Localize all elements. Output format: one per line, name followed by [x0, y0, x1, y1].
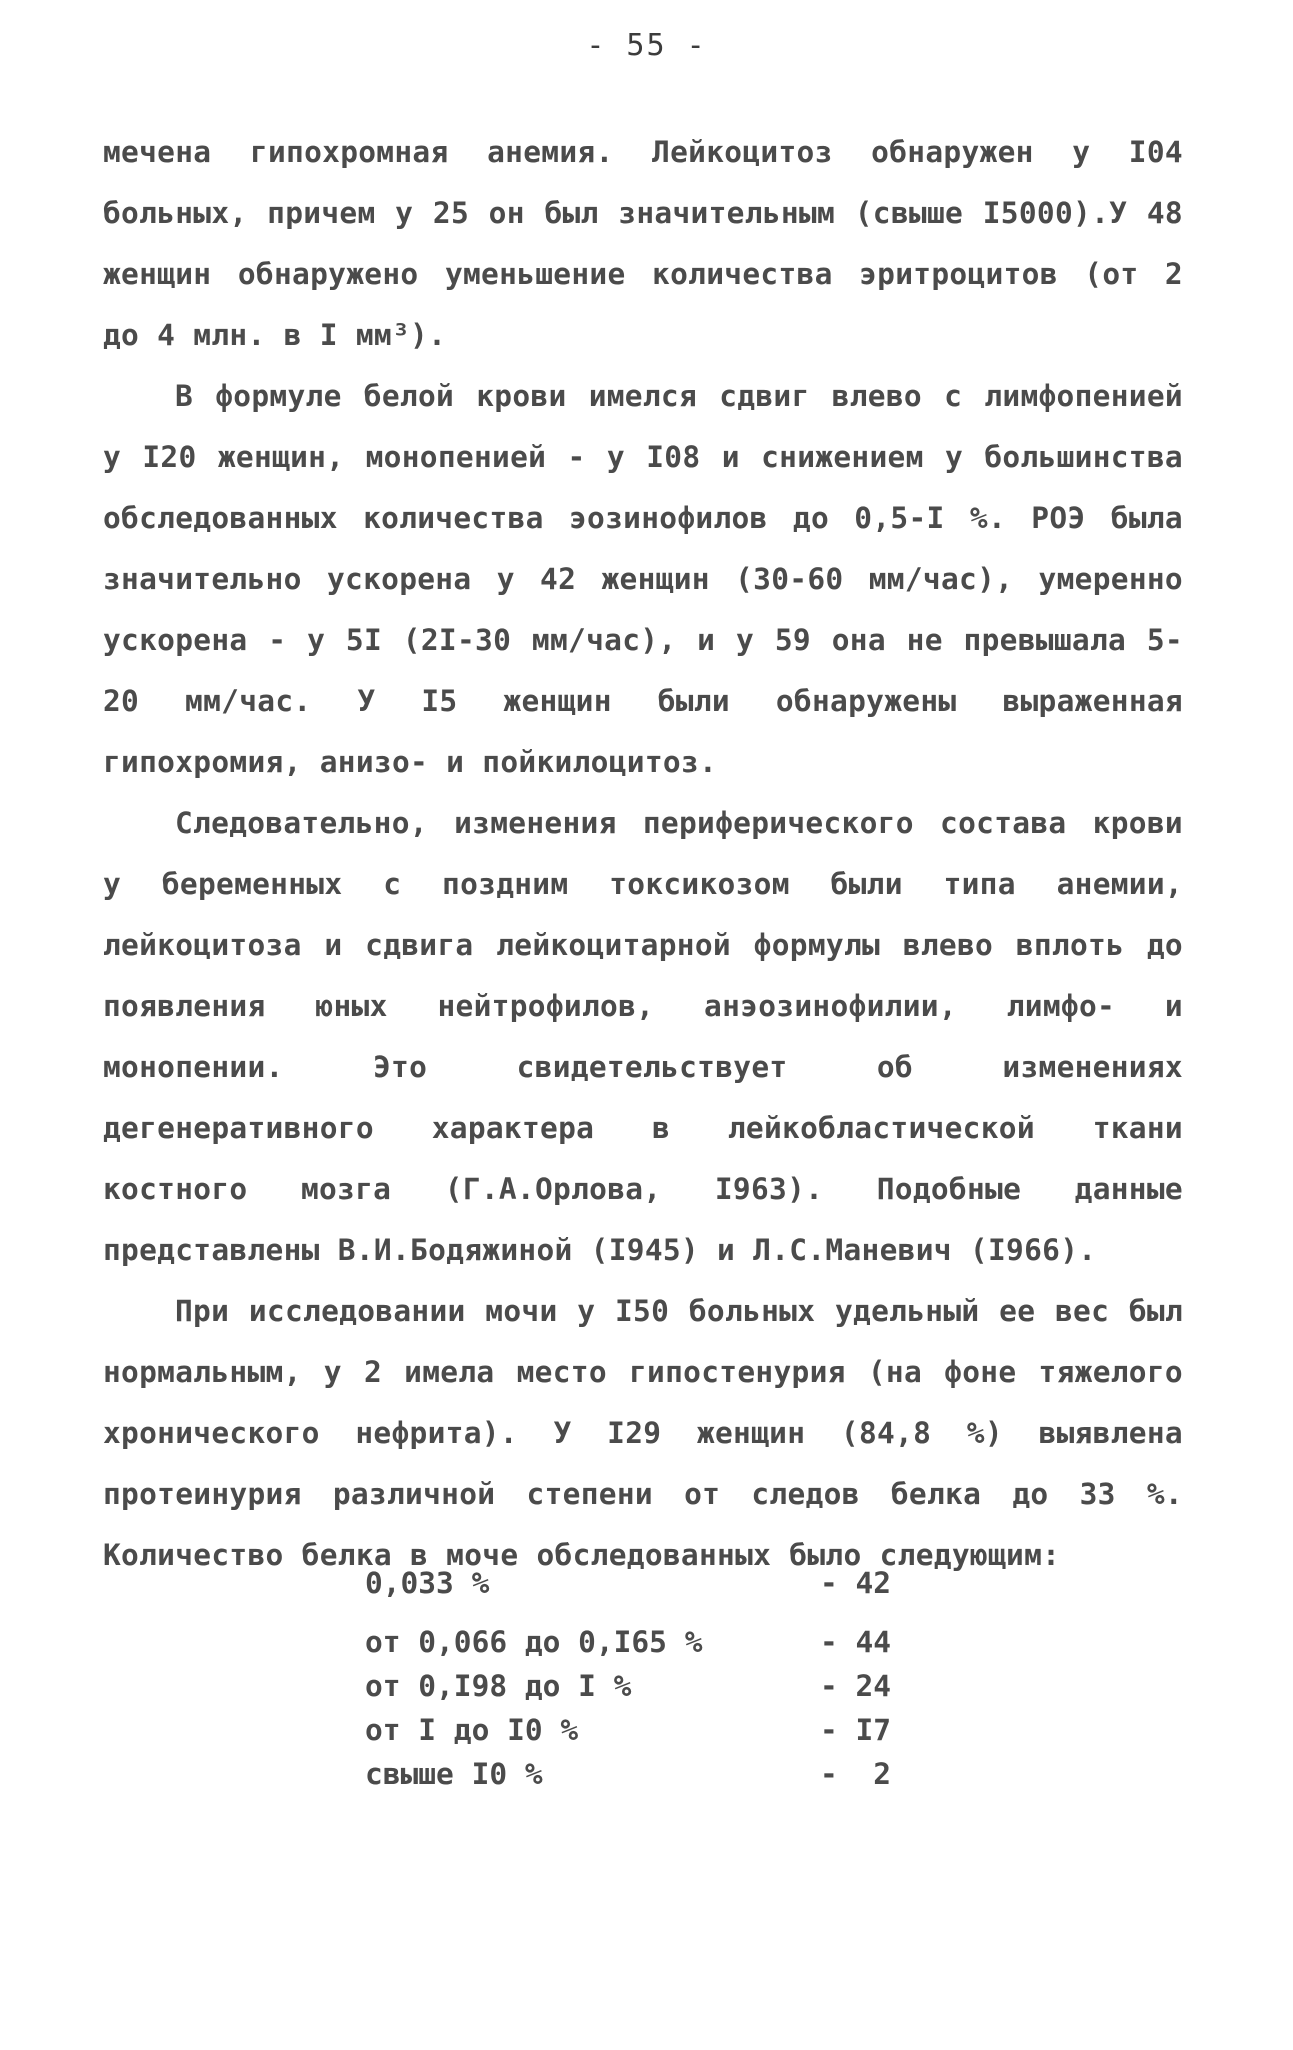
protein-range: свыше I0 %	[365, 1757, 543, 1791]
paragraph-anemia-continuation: мечена гипохромная анемия. Лейкоцитоз обнаружен у I04 больных, причем у 25 он был значительным (свыше I5000).У 48 женщин обнаружено уменьшение количества эритроцитов (от 2 до 4 млн. в I мм³).	[103, 135, 1183, 352]
patient-count: - 2	[820, 1757, 892, 1791]
table-row	[365, 1708, 925, 1752]
patient-count: - 24	[820, 1669, 892, 1703]
protein-range: от 0,I98 до I %	[365, 1669, 632, 1703]
protein-range: от I до I0 %	[365, 1713, 579, 1747]
table-row	[365, 1752, 925, 1796]
paragraph-conclusion: Следовательно, изменения периферического состава крови у беременных с поздним токсикозом были типа анемии, лейкоцитоза и сдвига лейкоцитарной формулы влево вплоть до появления юных нейтрофилов, анэозинофилии, лимфо- и монопении. Это свидетельствует об изменениях дегенеративного характера в лейкобластической ткани костного мозга (Г.А.Орлова, I963). Подобные данные представлены В.И.Бодяжиной (I945) и Л.С.Маневич (I966).	[103, 806, 1183, 1267]
body-text	[103, 122, 1183, 1586]
table-row	[365, 1558, 925, 1620]
patient-count: - I7	[820, 1713, 892, 1747]
paragraph-urine-study: При исследовании мочи у I50 больных удельный ее вес был нормальным, у 2 имела место гипостенурия (на фоне тяжелого хронического нефрита). У I29 женщин (84,8 %) выявлена протеинурия различной степени от следов белка до 33 %. Количество белка в моче обследованных было следующим:	[103, 1294, 1183, 1572]
protein-range: от 0,066 до 0,I65 %	[365, 1625, 703, 1659]
table-row	[365, 1620, 925, 1664]
paragraph-white-blood-formula: В формуле белой крови имелся сдвиг влево с лимфопенией у I20 женщин, монопенией - у I08 и снижением у большинства обследованных количества эозинофилов до 0,5-I %. РОЭ была значительно ускорена у 42 женщин (30-60 мм/час), умеренно ускорена - у 5I (2I-30 мм/час), и у 59 она не превышала 5-20 мм/час. У I5 женщин были обнаружены выраженная гипохромия, анизо- и пойкилоцитоз.	[103, 379, 1183, 779]
patient-count: - 42	[820, 1566, 892, 1600]
patient-count: - 44	[820, 1625, 892, 1659]
protein-range: 0,033 %	[365, 1566, 490, 1600]
page-number: - 55 -	[586, 28, 707, 63]
protein-amount-table	[365, 1558, 925, 1796]
table-row	[365, 1664, 925, 1708]
